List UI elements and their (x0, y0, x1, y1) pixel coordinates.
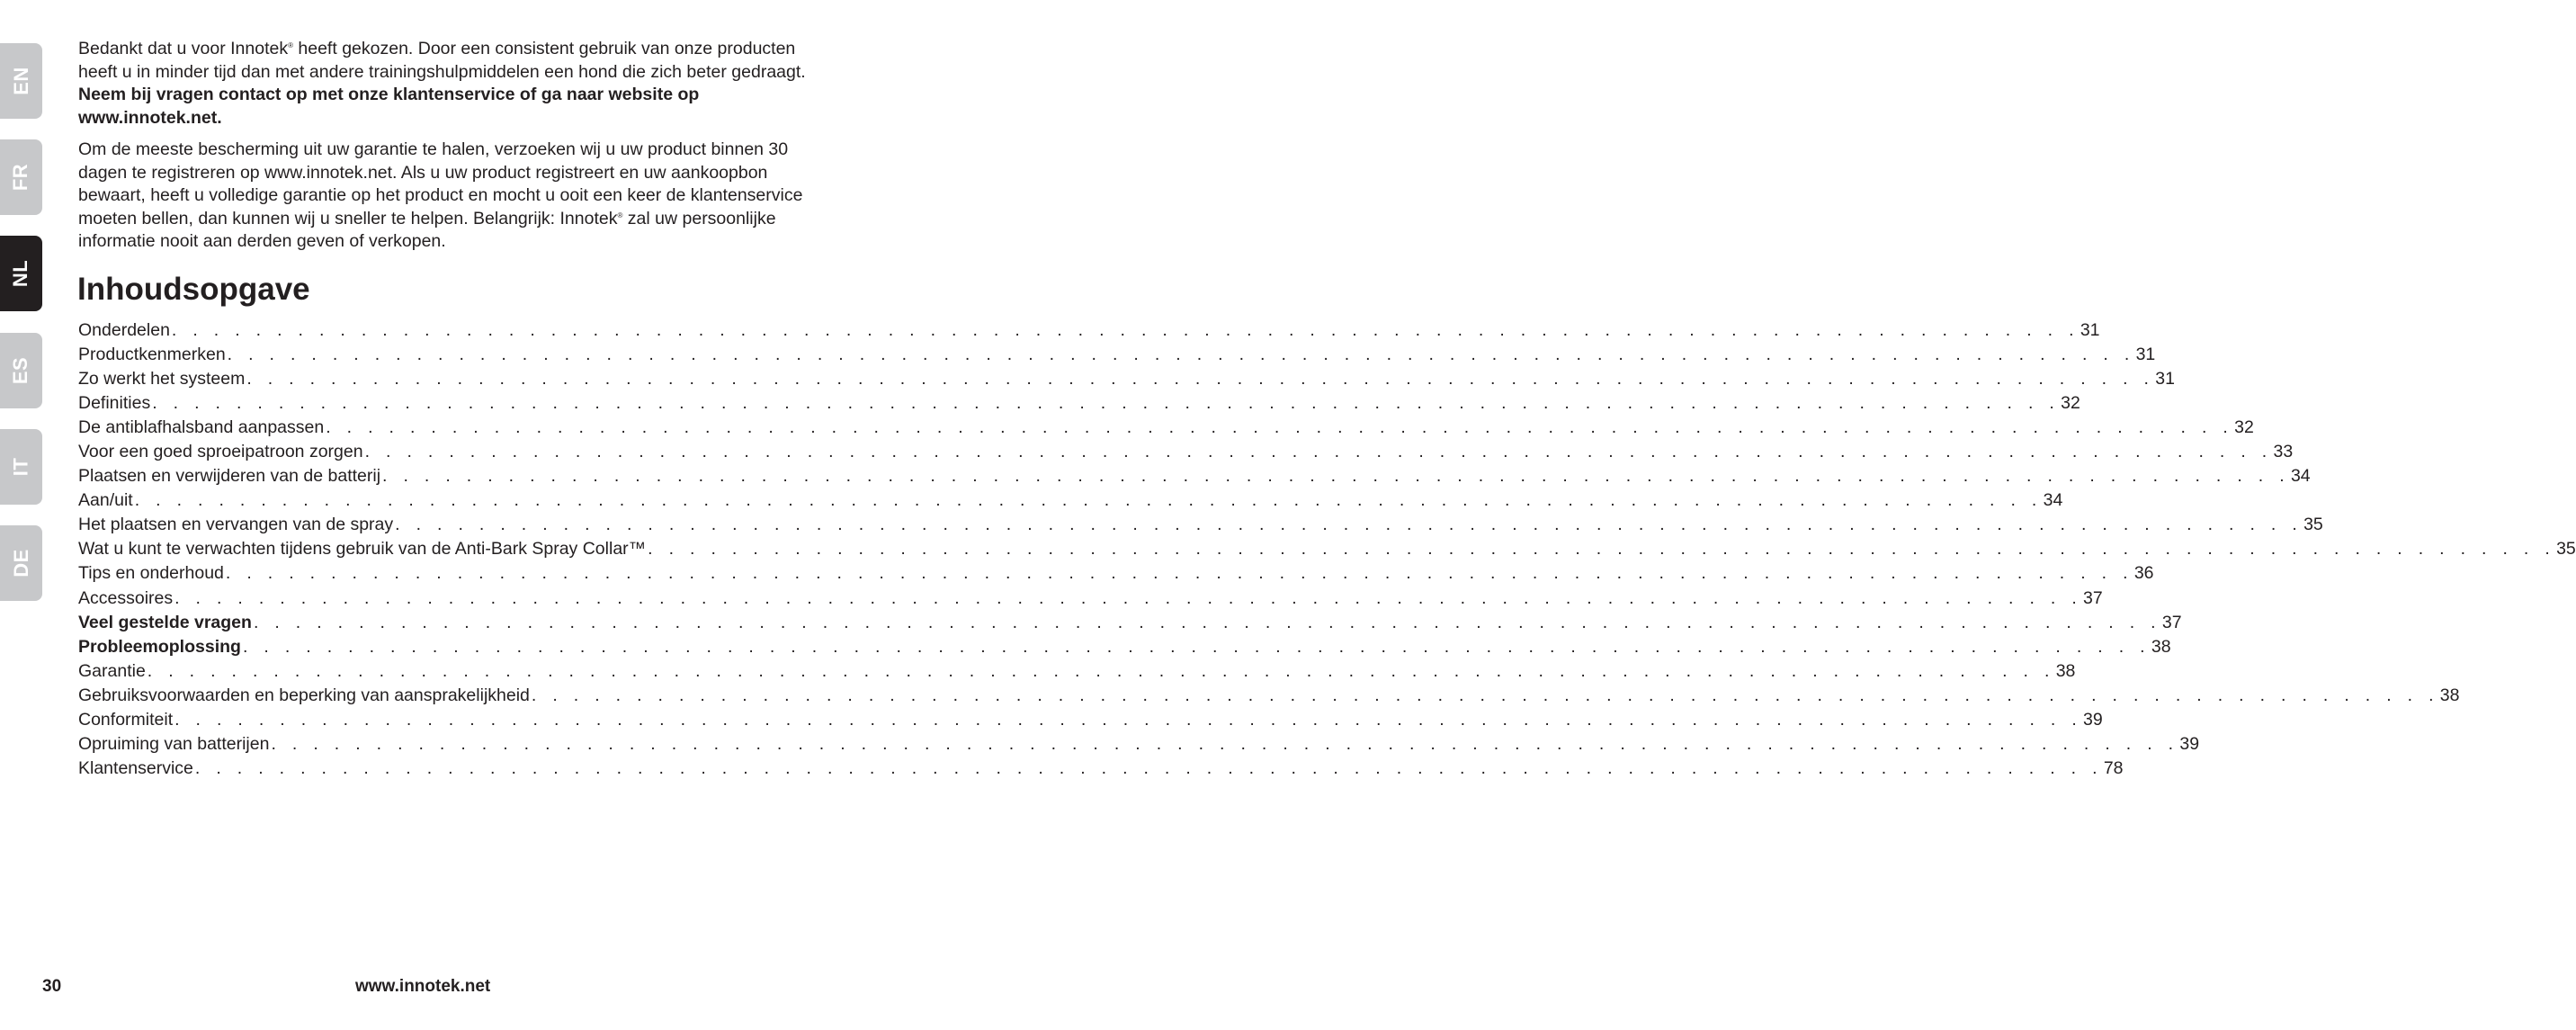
language-tab-label: DE (9, 549, 32, 578)
toc-entry-page: 32 (2234, 416, 2254, 437)
toc-entry-title: Conformiteit (78, 710, 174, 730)
footer-url: www.innotek.net (355, 977, 491, 996)
toc-entry[interactable] (78, 466, 2311, 490)
toc-entry[interactable] (78, 734, 2200, 758)
toc-dot-leader: . . . . . . . . . . . . . . . . . . . . . . . . . . . . . . . . . . . . . . . . . . . . . . . . . . . . . . . . . . . . . . . . . . . . . . . . . . . . . . . . . . . . . . . . . . . (174, 587, 2083, 608)
toc-entry-title: Plaatsen en verwijderen van de batterij (78, 466, 381, 487)
toc-dot-leader: . . . . . . . . . . . . . . . . . . . . . . . . . . . . . . . . . . . . . . . . . . . . . . . . . . . . . . . . . . . . . . . . . . . . . . . . . . . . . . . . . . . . . . . . . . . (364, 441, 2273, 461)
toc-entry[interactable] (78, 441, 2294, 466)
toc-entry-title: Probleemoplossing (78, 636, 241, 657)
toc-dot-leader: . . . . . . . . . . . . . . . . . . . . . . . . . . . . . . . . . . . . . . . . . . . . . . . . . . . . . . . . . . . . . . . . . . . . . . . . . . . . . . . . . . . . . . . . . . . (227, 344, 2135, 364)
toc-entry-page: 31 (2135, 344, 2156, 364)
toc-dot-leader: . . . . . . . . . . . . . . . . . . . . . . . . . . . . . . . . . . . . . . . . . . . . . . . . . . . . . . . . . . . . . . . . . . . . . . . . . . . . . . . . . . . . . . . . . . . (382, 466, 2290, 487)
toc-entry-title: Aan/uit (78, 490, 133, 511)
toc-entry[interactable] (78, 660, 2076, 685)
toc-entry-page: 31 (2080, 319, 2100, 340)
registered-mark: ® (288, 41, 293, 49)
toc-dot-leader: . . . . . . . . . . . . . . . . . . . . . . . . . . . . . . . . . . . . . . . . . . . . . . . . . . . . . . . . . . . . . . . . . . . . . . . . . . . . . . . . . . . . . . . . . . . (271, 734, 2179, 755)
intro-text: heeft gekozen. Door een consistent gebruik van onze producten heeft u in minder tijd dan met andere trainingshulpmiddelen een hond die zich beter gedraagt. (78, 39, 806, 82)
toc-dot-leader: . . . . . . . . . . . . . . . . . . . . . . . . . . . . . . . . . . . . . . . . . . . . . . . . . . . . . . . . . . . . . . . . . . . . . . . . . . . . . . . . . . . . . . . . . . . (174, 710, 2083, 730)
toc-entry-page: 39 (2083, 710, 2103, 730)
toc-entry-title: Voor een goed sproeipatroon zorgen (78, 441, 363, 461)
toc-entry-title: Veel gestelde vragen (78, 612, 252, 632)
toc-entry-page: 35 (2303, 515, 2323, 535)
toc-entry-page: 37 (2161, 612, 2182, 632)
toc-entry-title: Accessoires (78, 587, 174, 608)
toc-entry-page: 38 (2151, 636, 2171, 657)
toc-entry-page: 35 (2556, 539, 2576, 560)
toc-dot-leader: . . . . . . . . . . . . . . . . . . . . . . . . . . . . . . . . . . . . . . . . . . . . . . . . . . . . . . . . . . . . . . . . . . . . . . . . . . . . . . . . . . . . . . . . . . . (152, 392, 2061, 413)
toc-entry-page: 36 (2133, 563, 2154, 584)
toc-entry[interactable] (78, 319, 2100, 345)
intro-text: Bedankt dat u voor Innotek (78, 39, 289, 58)
contact-note: Neem bij vragen contact op met onze klantenservice of ga naar website op www.innotek.net. (78, 85, 700, 128)
toc-entry[interactable] (78, 563, 2154, 587)
toc-dot-leader: . . . . . . . . . . . . . . . . . . . . . . . . . . . . . . . . . . . . . . . . . . . . . . . . . . . . . . . . . . . . . . . . . . . . . . . . . . . . . . . . . . . . . . . . . . . (395, 515, 2303, 535)
toc-entry-page: 33 (2273, 441, 2294, 461)
toc-dot-leader: . . . . . . . . . . . . . . . . . . . . . . . . . . . . . . . . . . . . . . . . . . . . . . . . . . . . . . . . . . . . . . . . . . . . . . . . . . . . . . . . . . . . . . . . . . . (531, 685, 2439, 705)
toc-dot-leader: . . . . . . . . . . . . . . . . . . . . . . . . . . . . . . . . . . . . . . . . . . . . . . . . . . . . . . . . . . . . . . . . . . . . . . . . . . . . . . . . . . . . . . . . . . . (147, 660, 2055, 681)
toc-entry-page: 78 (2103, 758, 2124, 779)
toc-entry[interactable] (78, 515, 2323, 539)
language-tab-label: EN (9, 67, 32, 95)
toc-entry[interactable] (78, 344, 2156, 369)
toc-entry[interactable] (78, 368, 2175, 393)
toc-dot-leader: . . . . . . . . . . . . . . . . . . . . . . . . . . . . . . . . . . . . . . . . . . . . . . . . . . . . . . . . . . . . . . . . . . . . . . . . . . . . . . . . . . . . . . . . . . . (648, 539, 2556, 560)
toc-entry-title: Klantenservice (78, 758, 193, 779)
language-tab-nl[interactable] (0, 236, 42, 311)
language-tab-label: ES (9, 356, 32, 385)
language-tab-it[interactable] (0, 429, 42, 505)
toc-entry[interactable] (78, 685, 2460, 710)
registration-text: zal uw persoonlijke informatie nooit aan derden geven of verkopen. (78, 208, 776, 251)
toc-dot-leader: . . . . . . . . . . . . . . . . . . . . . . . . . . . . . . . . . . . . . . . . . . . . . . . . . . . . . . . . . . . . . . . . . . . . . . . . . . . . . . . . . . . . . . . . . . . (253, 612, 2161, 632)
language-tab-label: NL (9, 259, 32, 288)
language-tab-es[interactable] (0, 333, 42, 408)
toc-entry[interactable] (78, 490, 2063, 515)
language-tab-label: IT (9, 457, 32, 477)
toc-entry-page: 37 (2083, 587, 2103, 608)
toc-dot-leader: . . . . . . . . . . . . . . . . . . . . . . . . . . . . . . . . . . . . . . . . . . . . . . . . . . . . . . . . . . . . . . . . . . . . . . . . . . . . . . . . . . . . . . . . . . . (326, 416, 2234, 437)
toc-heading: Inhoudsopgave (77, 271, 310, 307)
toc-entry-title: Onderdelen (78, 319, 170, 340)
language-tabs (0, 0, 43, 1030)
toc-dot-leader: . . . . . . . . . . . . . . . . . . . . . . . . . . . . . . . . . . . . . . . . . . . . . . . . . . . . . . . . . . . . . . . . . . . . . . . . . . . . . . . . . . . . . . . . . . . (134, 490, 2043, 511)
toc-entry-title: Het plaatsen en vervangen van de spray (78, 515, 394, 535)
toc-list (78, 319, 2576, 784)
intro-paragraph (78, 38, 814, 130)
toc-entry-page: 32 (2061, 392, 2080, 413)
toc-entry-title: Gebruiksvoorwaarden en beperking van aansprakelijkheid (78, 685, 530, 705)
toc-entry-page: 38 (2439, 685, 2460, 705)
language-tab-en[interactable] (0, 43, 42, 119)
toc-entry-title: Garantie (78, 660, 146, 681)
toc-entry-title: Tips en onderhoud (78, 563, 224, 584)
toc-entry[interactable] (78, 612, 2182, 637)
toc-entry-page: 39 (2179, 734, 2200, 755)
language-tab-label: FR (9, 163, 32, 192)
toc-dot-leader: . . . . . . . . . . . . . . . . . . . . . . . . . . . . . . . . . . . . . . . . . . . . . . . . . . . . . . . . . . . . . . . . . . . . . . . . . . . . . . . . . . . . . . . . . . . (194, 758, 2103, 779)
toc-entry[interactable] (78, 416, 2254, 442)
toc-entry[interactable] (78, 539, 2576, 563)
toc-entry-page: 38 (2055, 660, 2076, 681)
language-tab-fr[interactable] (0, 139, 42, 215)
toc-entry-title: Productkenmerken (78, 344, 226, 364)
toc-entry[interactable] (78, 636, 2171, 661)
language-tab-de[interactable] (0, 525, 42, 601)
toc-entry-title: Opruiming van batterijen (78, 734, 270, 755)
toc-dot-leader: . . . . . . . . . . . . . . . . . . . . . . . . . . . . . . . . . . . . . . . . . . . . . . . . . . . . . . . . . . . . . . . . . . . . . . . . . . . . . . . . . . . . . . . . . . . (225, 563, 2133, 584)
page-number: 30 (42, 977, 62, 996)
registration-text: Om de meeste bescherming uit uw garantie te halen, verzoeken wij u uw product binnen 30 dagen te registreren op www.innotek.net. Als u uw product registreert en uw aankoopbon bewaart, heeft u volledige garantie op het product en mocht u ooit een keer de klantenservice moeten bellen, dan kunnen wij u sneller te helpen. Belangrijk: Innotek (78, 139, 803, 228)
toc-entry[interactable] (78, 392, 2080, 417)
toc-dot-leader: . . . . . . . . . . . . . . . . . . . . . . . . . . . . . . . . . . . . . . . . . . . . . . . . . . . . . . . . . . . . . . . . . . . . . . . . . . . . . . . . . . . . . . . . . . . (242, 636, 2151, 657)
toc-dot-leader: . . . . . . . . . . . . . . . . . . . . . . . . . . . . . . . . . . . . . . . . . . . . . . . . . . . . . . . . . . . . . . . . . . . . . . . . . . . . . . . . . . . . . . . . . . . (171, 319, 2080, 340)
toc-entry-title: De antiblafhalsband aanpassen (78, 416, 325, 437)
toc-entry-title: Definities (78, 392, 151, 413)
toc-entry[interactable] (78, 758, 2124, 783)
main-content (77, 38, 2576, 783)
registration-paragraph (78, 139, 814, 254)
toc-entry-title: Zo werkt het systeem (78, 368, 246, 389)
toc-entry-page: 34 (2290, 466, 2311, 487)
toc-entry[interactable] (78, 587, 2103, 613)
registered-mark: ® (617, 210, 623, 219)
toc-entry[interactable] (78, 710, 2103, 734)
toc-entry-page: 34 (2043, 490, 2063, 511)
toc-dot-leader: . . . . . . . . . . . . . . . . . . . . . . . . . . . . . . . . . . . . . . . . . . . . . . . . . . . . . . . . . . . . . . . . . . . . . . . . . . . . . . . . . . . . . . . . . . . (246, 368, 2155, 389)
toc-entry-title: Wat u kunt te verwachten tijdens gebruik van de Anti-Bark Spray Collar™ (78, 539, 647, 560)
toc-entry-page: 31 (2155, 368, 2175, 389)
